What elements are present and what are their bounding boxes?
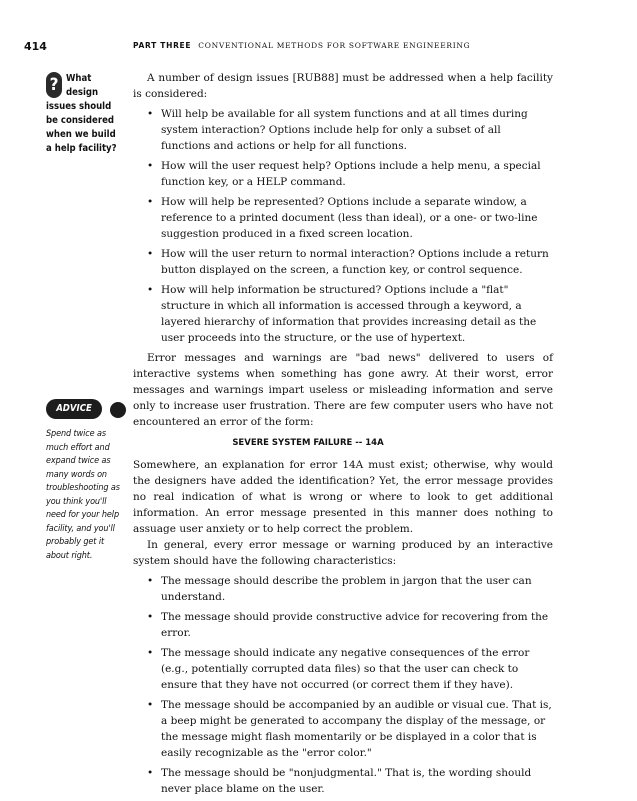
help-issues-list [133,106,553,346]
list-item: • How will the user request help? Options include a help menu, a special function key, or a HELP command. [161,158,553,190]
question-icon: ? [46,72,62,98]
page-header [24,40,613,56]
margin-question [46,72,122,156]
list-item: • The message should indicate any negative consequences of the error (e.g., potentially corrupted data files) so that the user can check to ensure that they have not occurred (or correct them if they have). [161,645,553,693]
advice-icon: ADVICE [46,399,102,419]
running-head [133,41,470,50]
section-title: CONVENTIONAL METHODS FOR SOFTWARE ENGINEERING [198,41,471,50]
list-item: • Will help be available for all system functions and at all times during system interaction? Options include help for only a subset of all functions and actions or help for all functions. [161,106,553,154]
question-text: What design issues should be considered when we build a help facility? [46,73,117,154]
explanation-paragraph: Somewhere, an explanation for error 14A must exist; otherwise, why would the designers have added the identification? Yet, the error message provides no real indication of what is wrong or where to look to get additional information. An error message presented in this manner does nothing to assuage user anxiety or to help correct the problem. [133,459,553,535]
part-label: PART THREE [133,41,192,50]
intro-paragraph: A number of design issues [RUB88] must be addressed when a help facility is considered: [133,72,553,100]
list-item: • How will help be represented? Options include a separate window, a reference to a printed document (less than ideal), or a one- or two-line suggestion produced in a fixed screen location. [161,194,553,242]
advice-flame-icon [110,402,126,418]
advice-text: Spend twice as much effort and expand twice as many words on troubleshooting as you think you'll need for your help facility, and you'll probably get it about right. [46,429,120,561]
list-item: • The message should describe the problem in jargon that the user can understand. [161,573,553,605]
system-failure-example: SEVERE SYSTEM FAILURE -- 14A [232,438,384,448]
advice-callout [46,396,122,426]
list-item: • The message should be accompanied by an audible or visual cue. That is, a beep might be generated to accompany the display of the message, or the message might flash momentarily or be displayed in a color that is easily recognizable as the "error color." [161,697,553,761]
error-characteristics-list [133,573,553,797]
list-item: • How will help information be structured? Options include a "flat" structure in which all information is accessed through a keyword, a layered hierarchy of information that provides increasing detail as the user proceeds into the structure, or the use of hypertext. [161,282,553,346]
page-number: 414 [24,40,47,53]
main-text [133,70,553,801]
error-paragraph: Error messages and warnings are "bad news" delivered to users of interactive systems when something has gone awry. At their worst, error messages and warnings impart useless or misleading information and serve only to increase user frustration. There are few computer users who have not encountered an error of the form: [133,352,553,428]
list-item: • The message should be "nonjudgmental." That is, the wording should never place blame on the user. [161,765,553,797]
list-item: • The message should provide constructive advice for recovering from the error. [161,609,553,641]
list-item: • How will the user return to normal interaction? Options include a return button displayed on the screen, a function key, or control sequence. [161,246,553,278]
general-paragraph: In general, every error message or warning produced by an interactive system should have the following characteristics: [133,539,553,567]
